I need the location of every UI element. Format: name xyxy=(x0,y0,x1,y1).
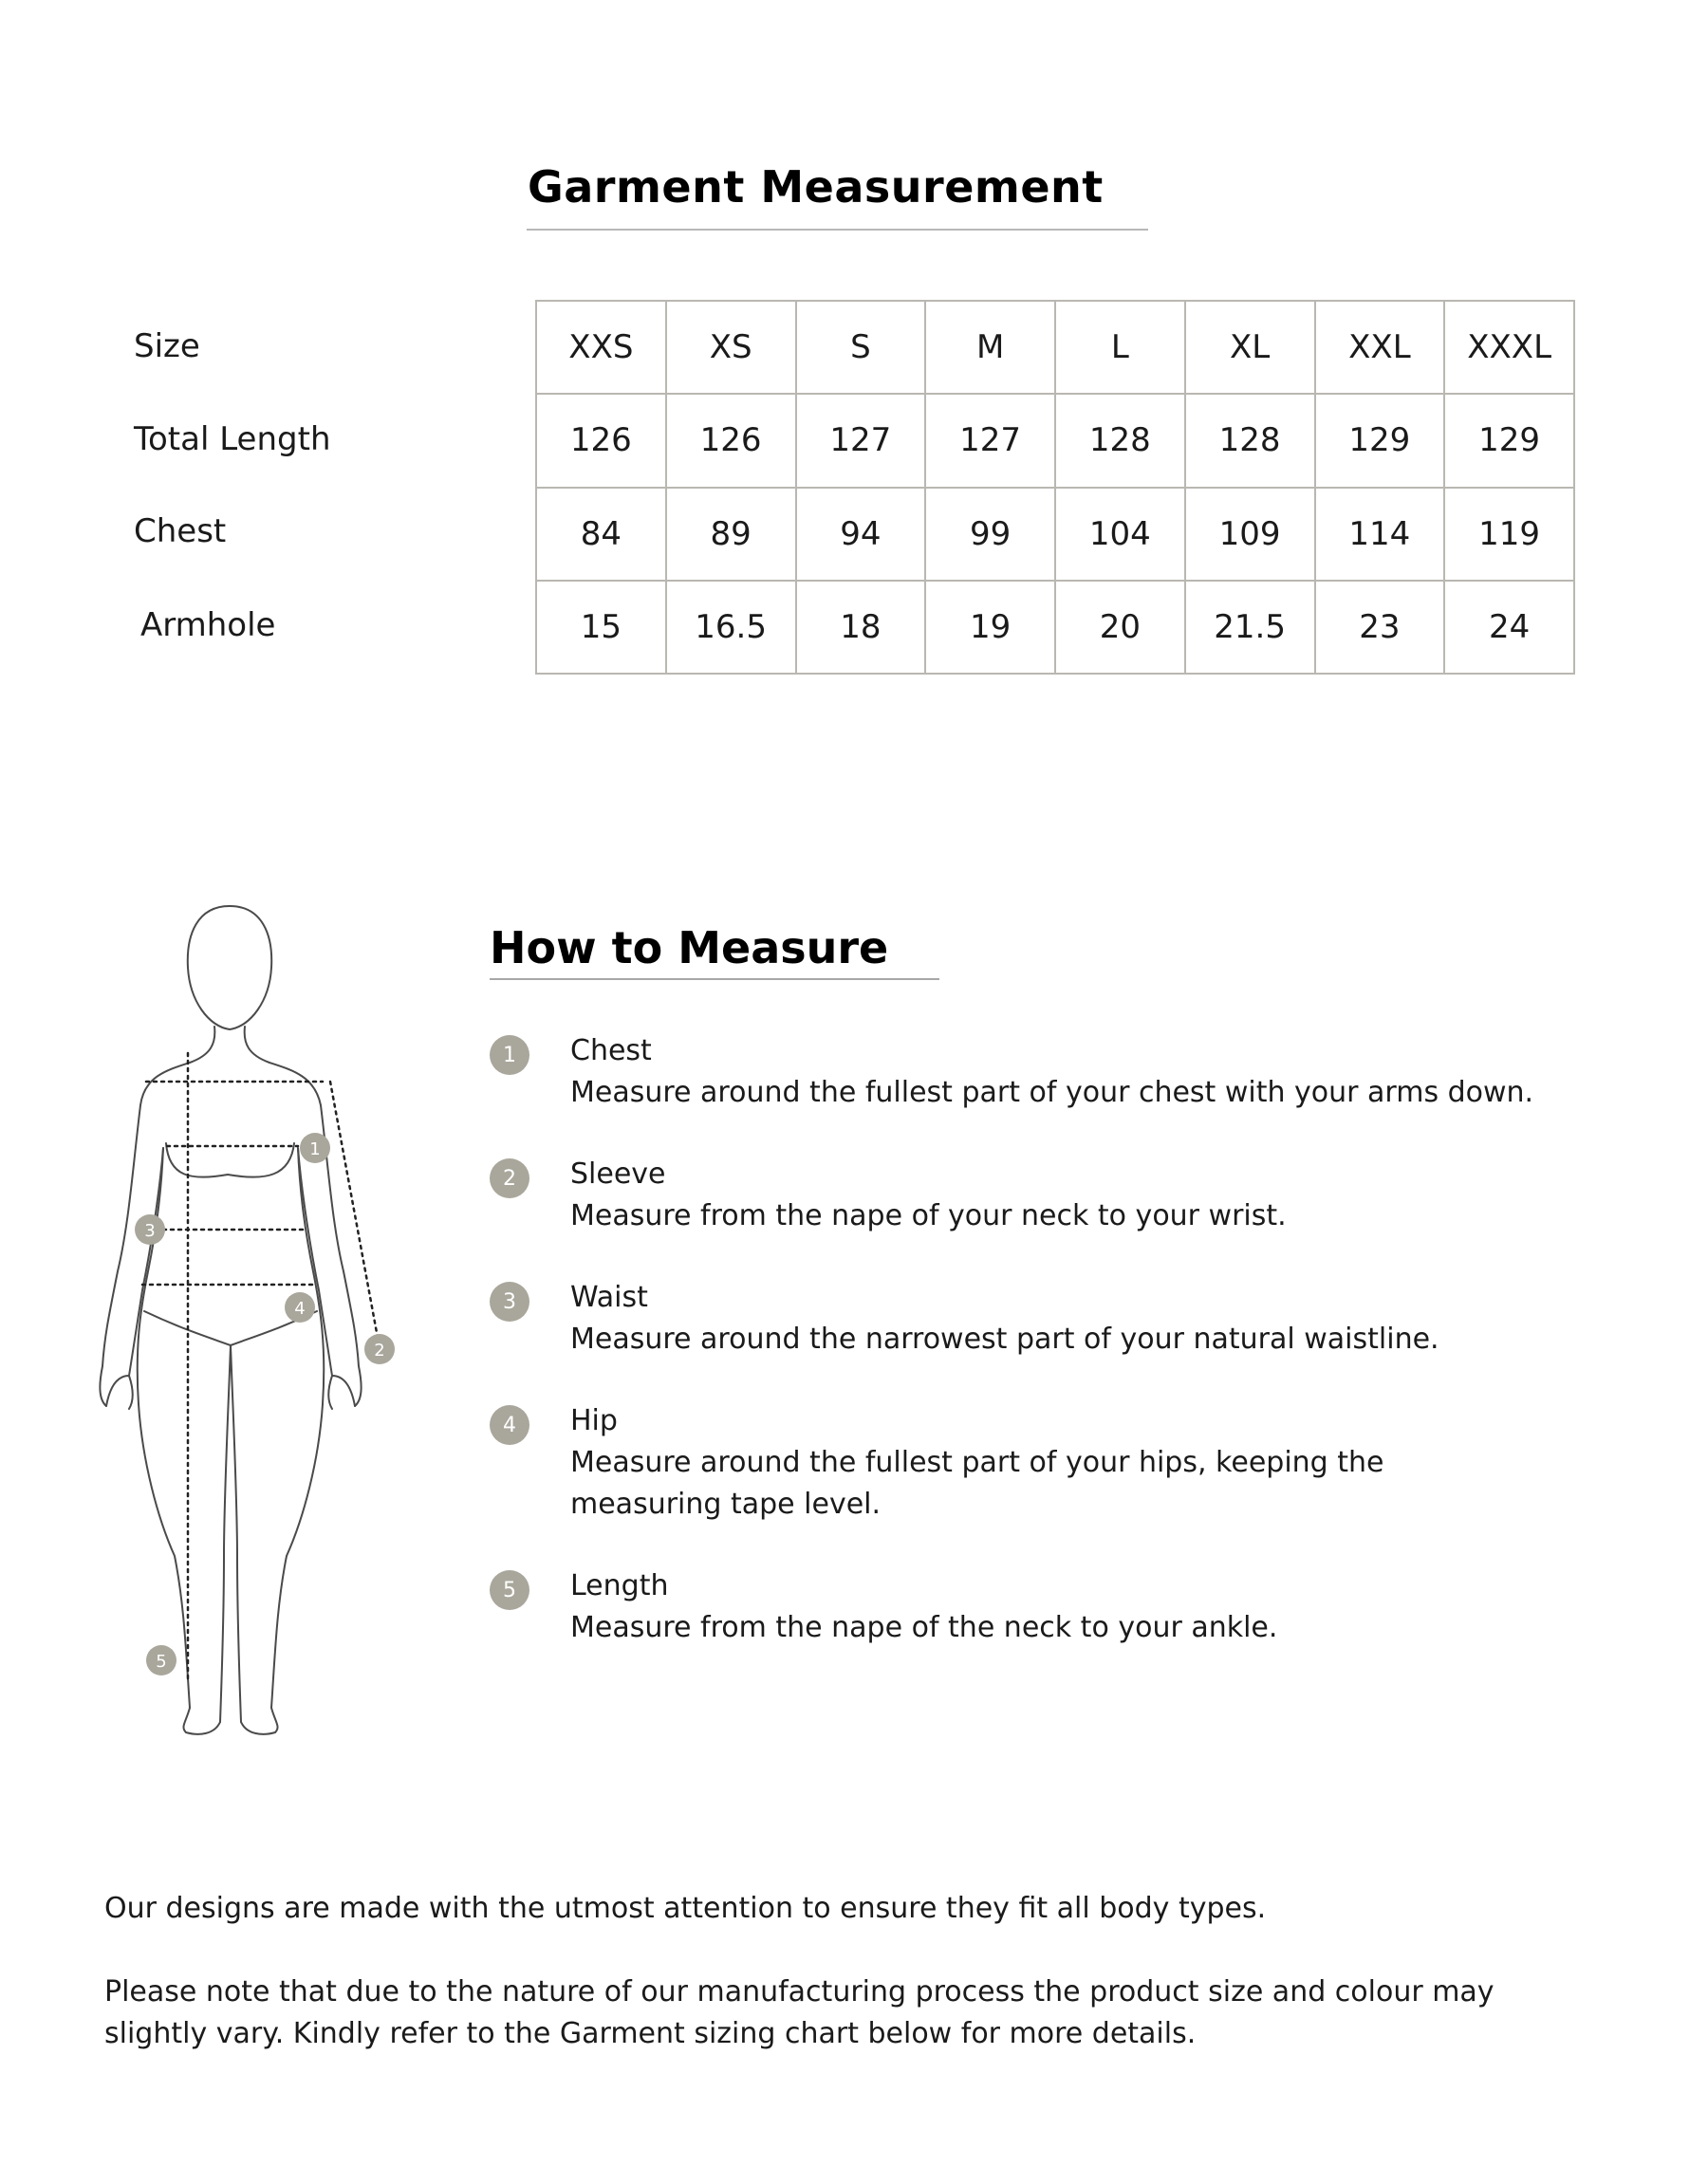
armhole-cell: 21.5 xyxy=(1185,581,1315,674)
marker-2-label: 2 xyxy=(374,1341,385,1361)
measurement-lines xyxy=(142,1053,378,1679)
row-label-chest: Chest xyxy=(134,512,227,550)
marker-1 xyxy=(300,1133,330,1163)
size-cell: XS xyxy=(666,301,796,394)
armhole-cell: 23 xyxy=(1315,581,1445,674)
marker-1-label: 1 xyxy=(309,1139,321,1159)
step-5-description: Measure from the nape of the neck to your ankle. xyxy=(570,1611,1278,1644)
size-cell: XXS xyxy=(536,301,666,394)
marker-3 xyxy=(135,1214,165,1245)
size-cell: XL xyxy=(1185,301,1315,394)
total-length-cell: 126 xyxy=(666,394,796,487)
step-4-description: Measure around the fullest part of your hips, keeping the measuring tape level. xyxy=(570,1446,1384,1521)
total-length-row xyxy=(536,394,1574,487)
total-length-cell: 129 xyxy=(1444,394,1574,487)
row-label-total-length: Total Length xyxy=(134,420,331,458)
armhole-cell: 18 xyxy=(796,581,926,674)
marker-4 xyxy=(285,1292,315,1323)
size-cell: XXXL xyxy=(1444,301,1574,394)
row-label-armhole: Armhole xyxy=(140,606,276,644)
how-to-measure-title: How to Measure xyxy=(490,922,889,973)
marker-5-label: 5 xyxy=(156,1652,167,1672)
body-outline xyxy=(100,906,361,1734)
marker-3-label: 3 xyxy=(144,1221,156,1241)
marker-2 xyxy=(364,1334,395,1364)
chest-cell: 84 xyxy=(536,488,666,581)
armhole-cell: 24 xyxy=(1444,581,1574,674)
row-label-size: Size xyxy=(134,327,200,365)
chest-cell: 104 xyxy=(1055,488,1185,581)
chest-cell: 89 xyxy=(666,488,796,581)
armhole-cell: 15 xyxy=(536,581,666,674)
total-length-cell: 127 xyxy=(796,394,926,487)
total-length-cell: 127 xyxy=(925,394,1055,487)
step-5-title: Length xyxy=(570,1569,669,1602)
garment-measurement-title: Garment Measurement xyxy=(528,161,1104,213)
chest-row xyxy=(536,488,1574,581)
how-to-measure-divider xyxy=(490,978,939,980)
step-3-description: Measure around the narrowest part of your natural waistline. xyxy=(570,1323,1439,1356)
armhole-cell: 20 xyxy=(1055,581,1185,674)
step-4-badge: 4 xyxy=(490,1405,529,1445)
size-cell: L xyxy=(1055,301,1185,394)
marker-4-label: 4 xyxy=(294,1299,306,1319)
step-2-description: Measure from the nape of your neck to your wrist. xyxy=(570,1199,1287,1232)
step-4-title: Hip xyxy=(570,1404,618,1437)
chest-cell: 99 xyxy=(925,488,1055,581)
armhole-cell: 19 xyxy=(925,581,1055,674)
total-length-cell: 126 xyxy=(536,394,666,487)
armhole-row xyxy=(536,581,1574,674)
step-5-badge: 5 xyxy=(490,1570,529,1610)
step-3-badge: 3 xyxy=(490,1282,529,1322)
title-divider xyxy=(527,229,1148,231)
step-1-badge: 1 xyxy=(490,1035,529,1075)
chest-cell: 119 xyxy=(1444,488,1574,581)
step-1-title: Chest xyxy=(570,1034,652,1067)
step-2-title: Sleeve xyxy=(570,1157,666,1191)
total-length-cell: 128 xyxy=(1185,394,1315,487)
size-cell: S xyxy=(796,301,926,394)
footer-variation-note: Please note that due to the nature of our manufacturing process the product size and colour may slightly vary. Kindly refer to the Garment sizing chart below for more details. xyxy=(104,1975,1494,2050)
total-length-cell: 128 xyxy=(1055,394,1185,487)
total-length-cell: 129 xyxy=(1315,394,1445,487)
size-cell: XXL xyxy=(1315,301,1445,394)
chest-cell: 109 xyxy=(1185,488,1315,581)
footer-fit-note: Our designs are made with the utmost attention to ensure they fit all body types. xyxy=(104,1892,1267,1925)
body-measurement-figure xyxy=(76,892,427,1746)
size-row xyxy=(536,301,1574,394)
armhole-cell: 16.5 xyxy=(666,581,796,674)
marker-5 xyxy=(146,1645,176,1675)
size-table xyxy=(535,300,1575,675)
step-1-description: Measure around the fullest part of your chest with your arms down. xyxy=(570,1076,1534,1109)
step-3-title: Waist xyxy=(570,1281,648,1314)
step-2-badge: 2 xyxy=(490,1158,529,1198)
chest-cell: 114 xyxy=(1315,488,1445,581)
size-cell: M xyxy=(925,301,1055,394)
chest-cell: 94 xyxy=(796,488,926,581)
